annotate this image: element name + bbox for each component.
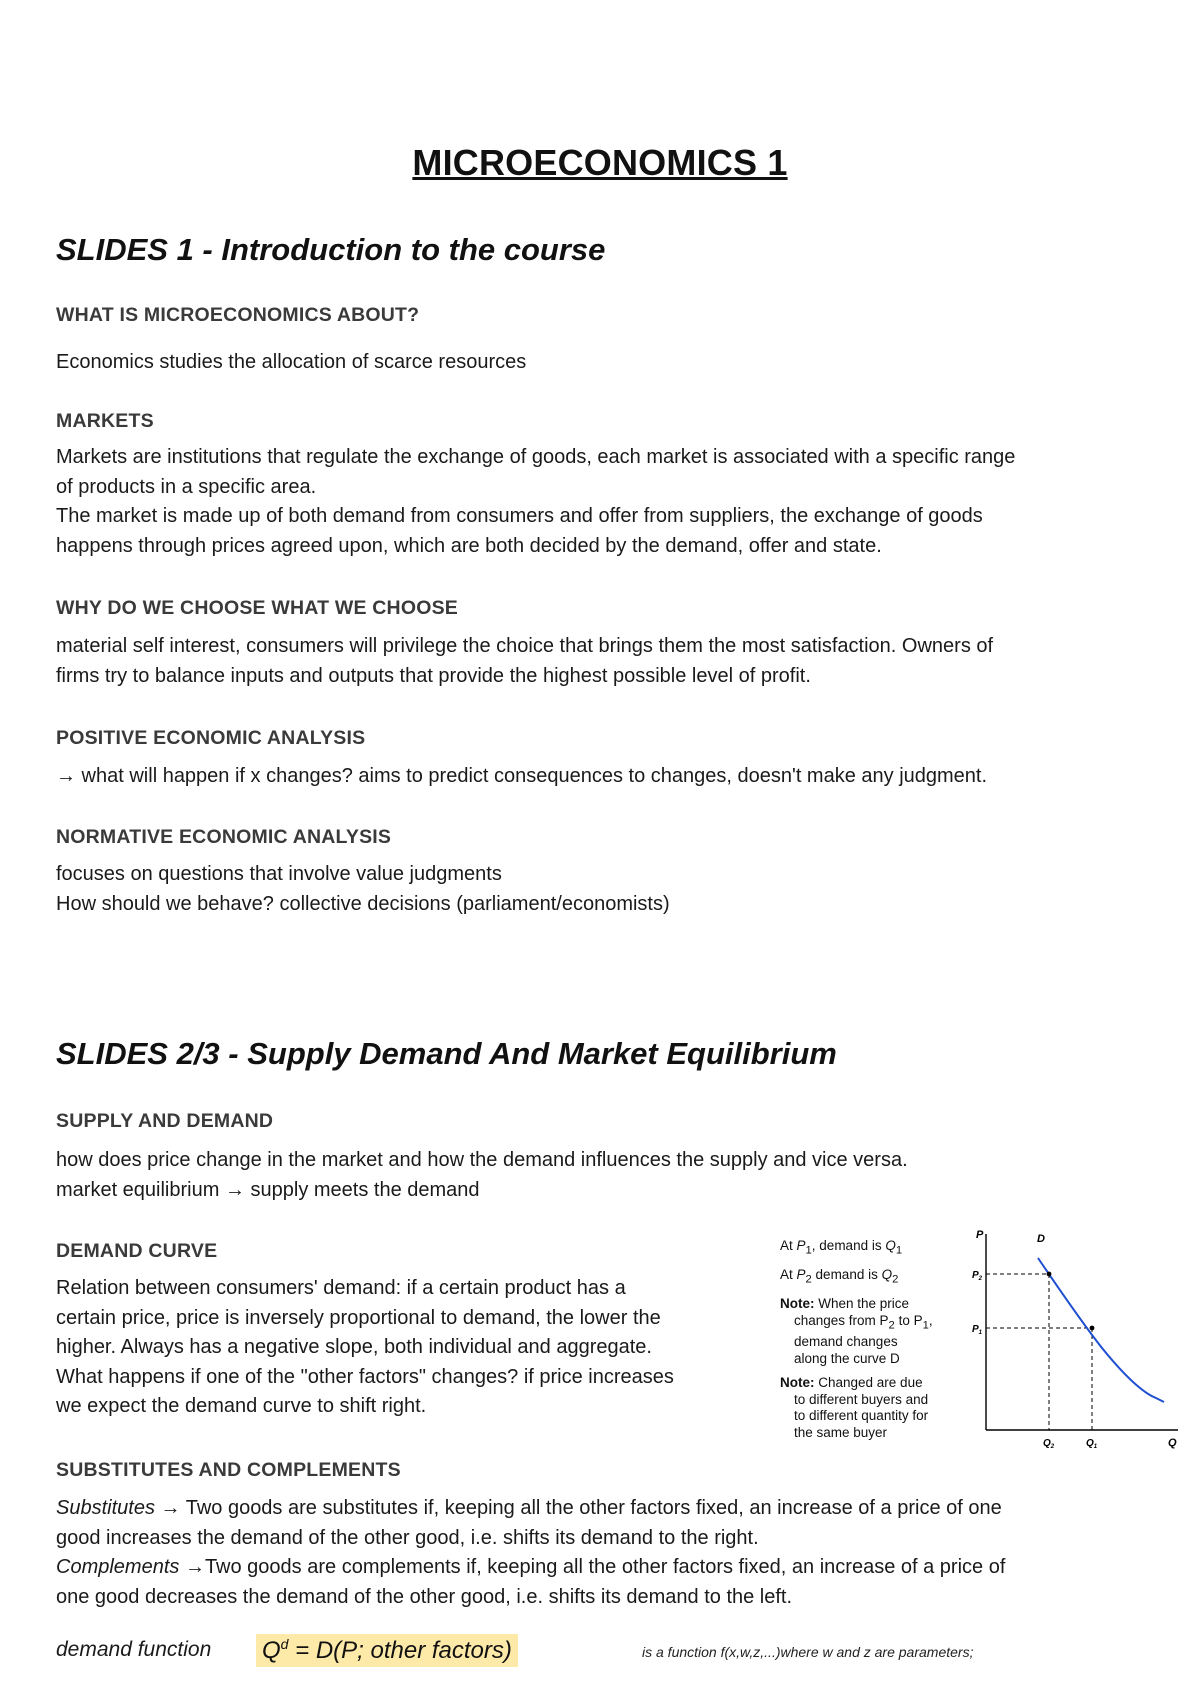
text-span: Q xyxy=(885,1238,896,1253)
demand-curve-figure xyxy=(780,1208,1190,1508)
q1-label xyxy=(1086,1438,1098,1450)
text-line: Markets are institutions that regulate the exchange of goods, each market is associated with a specific range xyxy=(56,446,1016,468)
text-line: one good decreases the demand of the other good, i.e. shifts its demand to the left. xyxy=(56,1585,793,1608)
text-line: material self interest, consumers will privilege the choice that brings them the most satisfaction. Owners of xyxy=(56,635,994,657)
text-line: How should we behave? collective decisions (parliament/economists) xyxy=(56,892,670,915)
text-span: , demand is xyxy=(811,1238,886,1253)
text-span: 2 xyxy=(1050,1444,1055,1450)
text-span: Q xyxy=(1043,1438,1051,1449)
formula-rest: = D(P; other factors) xyxy=(288,1637,512,1664)
text-span: changes from P xyxy=(794,1312,889,1328)
subheading-what-is-microeconomics: WHAT IS MICROECONOMICS ABOUT? xyxy=(56,304,420,326)
text-span: P xyxy=(796,1238,806,1253)
section-heading-slides-1: SLIDES 1 - Introduction to the course xyxy=(56,232,606,267)
text-span: 2 xyxy=(892,1273,899,1286)
paragraph-substitutes-complements xyxy=(56,1494,1136,1612)
text-span: At xyxy=(780,1267,797,1283)
demand-function-note: is a function f(x,w,z,...)where w and z are parameters; xyxy=(642,1644,974,1660)
term-complements: Complements xyxy=(56,1556,180,1578)
p1-label xyxy=(972,1324,983,1336)
text-line: how does price change in the market and how the demand influences the supply and vice versa. xyxy=(56,1149,908,1171)
text-line: certain price, price is inversely proportional to demand, the lower the xyxy=(56,1306,661,1329)
text-line: happens through prices agreed upon, which are both decided by the demand, offer and state. xyxy=(56,534,882,557)
subheading-supply-and-demand: SUPPLY AND DEMAND xyxy=(56,1110,274,1132)
paragraph-why-do-we-choose xyxy=(56,632,1136,691)
text-span: Note: xyxy=(780,1296,815,1312)
subheading-normative-analysis: NORMATIVE ECONOMIC ANALYSIS xyxy=(56,826,392,848)
text-line: higher. Always has a negative slope, both individual and aggregate. xyxy=(56,1336,652,1358)
text-span: → Two goods are substitutes if, keeping all the other factors fixed, an increase of a price of one xyxy=(154,1497,1002,1519)
text-line: firms try to balance inputs and outputs that provide the highest possible level of profit. xyxy=(56,664,811,687)
demand-function-label: demand function xyxy=(56,1638,212,1661)
text-span: Q xyxy=(881,1267,893,1283)
text-span: , xyxy=(928,1312,933,1328)
text-span: to P xyxy=(894,1312,923,1328)
section-heading-slides-2-3: SLIDES 2/3 - Supply Demand And Market Equilibrium xyxy=(56,1036,837,1071)
figure-note-line: along the curve D xyxy=(794,1350,900,1366)
figure-note-line: to different buyers and xyxy=(794,1391,929,1407)
term-substitutes: Substitutes xyxy=(56,1497,155,1519)
paragraph-positive-analysis xyxy=(56,762,1136,792)
demand-function-formula xyxy=(256,1634,518,1667)
subheading-positive-analysis: POSITIVE ECONOMIC ANALYSIS xyxy=(56,727,366,749)
q2-label xyxy=(1043,1438,1055,1450)
text-line: focuses on questions that involve value judgments xyxy=(56,863,502,885)
text-line: market equilibrium → supply meets the demand xyxy=(56,1178,480,1201)
subheading-why-do-we-choose: WHY DO WE CHOOSE WHAT WE CHOOSE xyxy=(56,597,458,619)
demand-curve-line xyxy=(1038,1258,1164,1402)
formula-q: Q xyxy=(262,1637,281,1664)
quantity-axis-label: Q xyxy=(1168,1437,1177,1449)
text-span: 2 xyxy=(978,1276,983,1282)
text-span: Changed are due xyxy=(814,1375,923,1391)
text-line: Economics studies the allocation of scarce resources xyxy=(56,351,527,373)
text-span: →Two goods are complements if, keeping all the other factors fixed, an increase of a price of xyxy=(179,1556,1006,1578)
text-span: 1 xyxy=(895,1244,903,1257)
subheading-markets: MARKETS xyxy=(56,410,154,432)
text-span: 1 xyxy=(805,1244,812,1257)
point-p2-q2 xyxy=(1047,1272,1052,1277)
paragraph-supply-and-demand xyxy=(56,1146,1136,1205)
text-span: P xyxy=(972,1270,979,1281)
figure-note-line: the same buyer xyxy=(794,1424,888,1440)
text-span: When the price xyxy=(814,1296,910,1312)
text-line: → what will happen if x changes? aims to predict consequences to changes, doesn't make any judgment. xyxy=(56,765,988,787)
p2-label xyxy=(972,1270,983,1282)
paragraph-markets xyxy=(56,443,1136,561)
demand-curve-diagram xyxy=(780,1208,1190,1508)
paragraph-what-is-microeconomics xyxy=(56,348,1136,378)
text-span: P xyxy=(796,1267,806,1283)
subheading-demand-curve: DEMAND CURVE xyxy=(56,1240,218,1262)
text-line: we expect the demand curve to shift right. xyxy=(56,1395,427,1417)
text-line xyxy=(56,1553,1136,1583)
text-line: of products in a specific area. xyxy=(56,475,317,498)
text-span: At xyxy=(780,1238,797,1253)
text-span: Q xyxy=(1086,1438,1094,1449)
text-span: Note: xyxy=(780,1375,815,1391)
text-span: P xyxy=(972,1324,979,1335)
text-span: 2 xyxy=(888,1319,895,1332)
text-span: demand is xyxy=(811,1267,882,1283)
price-axis-label: P xyxy=(976,1229,984,1241)
document-title: MICROECONOMICS 1 xyxy=(412,142,788,183)
text-line: Relation between consumers' demand: if a certain product has a xyxy=(56,1277,626,1299)
text-span: 1 xyxy=(1093,1444,1098,1450)
text-line: The market is made up of both demand from consumers and offer from suppliers, the exchange of goods xyxy=(56,505,983,527)
text-span: 2 xyxy=(805,1273,812,1286)
curve-label-d: D xyxy=(1037,1233,1045,1245)
paragraph-normative-analysis xyxy=(56,860,1136,919)
paragraph-demand-curve xyxy=(56,1274,756,1422)
figure-note-line: demand changes xyxy=(794,1334,898,1350)
text-span: 1 xyxy=(922,1319,929,1332)
demand-function-row xyxy=(56,1638,1156,1670)
formula-superscript: d xyxy=(280,1636,289,1652)
figure-note-line: to different quantity for xyxy=(794,1408,929,1424)
subheading-substitutes-complements: SUBSTITUTES AND COMPLEMENTS xyxy=(56,1459,401,1481)
point-p1-q1 xyxy=(1090,1326,1095,1331)
text-line: good increases the demand of the other good, i.e. shifts its demand to the right. xyxy=(56,1526,759,1549)
text-line: What happens if one of the "other factors" changes? if price increases xyxy=(56,1365,674,1388)
text-span: 1 xyxy=(978,1330,983,1336)
